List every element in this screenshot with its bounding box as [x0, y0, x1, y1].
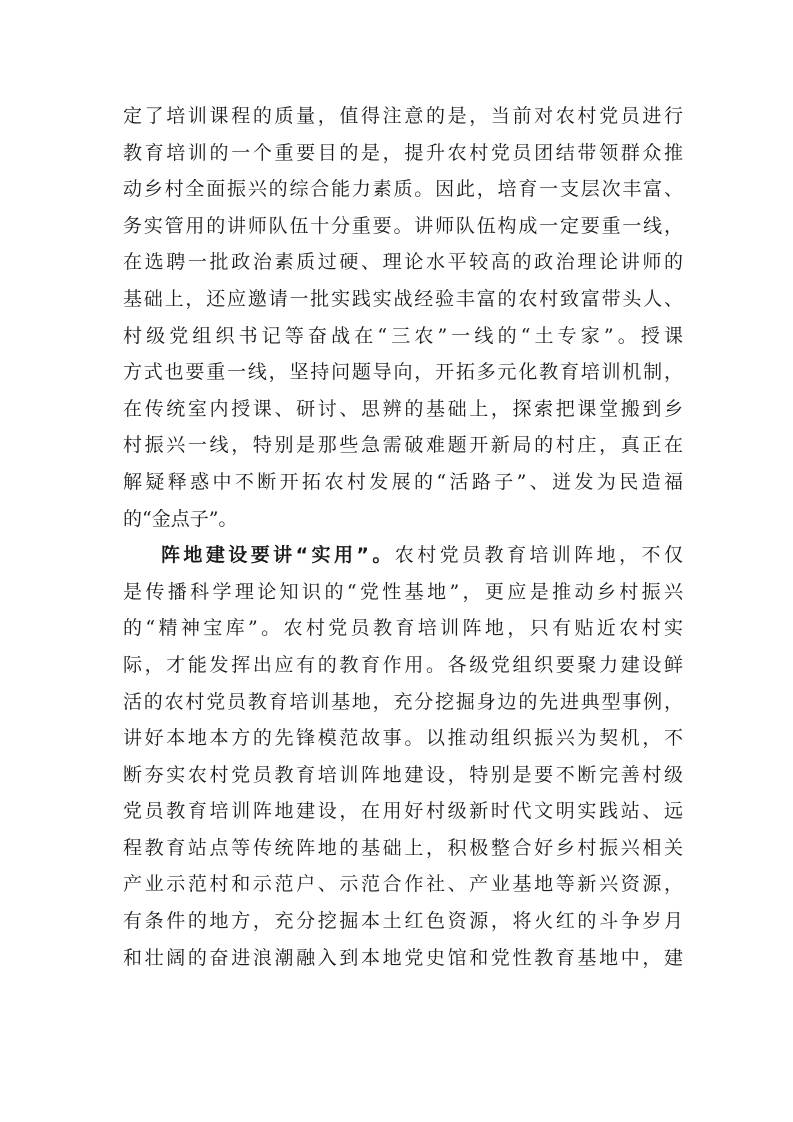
text-line: 际，才能发挥出应有的教育作用。各级党组织要聚力建设鲜: [123, 653, 683, 676]
text-line: 活的农村党员教育培训基地，充分挖掘身边的先进典型事例，: [123, 690, 683, 713]
text-line: 党员教育培训阵地建设，在用好村级新时代文明实践站、远: [123, 800, 683, 823]
paragraph-1: [123, 98, 683, 537]
text-run: 农村党员教育培训阵地，不仅: [394, 544, 683, 567]
text-line: 基础上，还应邀请一批实践实战经验丰富的农村致富带头人、: [123, 287, 683, 310]
text-line: 在传统室内授课、研讨、思辨的基础上，探索把课堂搬到乡: [123, 397, 683, 420]
paragraph-2: [123, 537, 683, 976]
text-line: 是传播科学理论知识的“党性基地”，更应是推动乡村振兴: [123, 580, 683, 603]
text-line: 解疑释惑中不断开拓农村发展的“活路子”、迸发为民造福: [123, 470, 683, 493]
text-line: 讲好本地本方的先锋模范故事。以推动组织振兴为契机，不: [123, 727, 683, 750]
text-line: 程教育站点等传统阵地的基础上，积极整合好乡村振兴相关: [123, 836, 683, 859]
text-line: 的“精神宝库”。农村党员教育培训阵地，只有贴近农村实: [123, 617, 683, 640]
text-line: 动乡村全面振兴的综合能力素质。因此，培育一支层次丰富、: [123, 178, 683, 201]
text-line: 村振兴一线，特别是那些急需破难题开新局的村庄，真正在: [123, 434, 683, 457]
text-line: 方式也要重一线，坚持问题导向，开拓多元化教育培训机制，: [123, 361, 683, 384]
text-line: 村级党组织书记等奋战在“三农”一线的“土专家”。授课: [123, 324, 683, 347]
text-line: [123, 537, 683, 574]
text-line: 和壮阔的奋进浪潮融入到本地党史馆和党性教育基地中，建: [123, 946, 683, 969]
text-line: 教育培训的一个重要目的是，提升农村党员团结带领群众推: [123, 141, 683, 164]
text-line: 产业示范村和示范户、示范合作社、产业基地等新兴资源，: [123, 873, 683, 896]
text-line: 的“金点子”。: [123, 507, 238, 530]
body-text: [123, 98, 683, 976]
section-heading: 阵地建设要讲“实用”。: [161, 544, 395, 567]
text-line: 断夯实农村党员教育培训阵地建设，特别是要不断完善村级: [123, 763, 683, 786]
text-line: 在选聘一批政治素质过硬、理论水平较高的政治理论讲师的: [123, 251, 683, 274]
text-line: 定了培训课程的质量，值得注意的是，当前对农村党员进行: [123, 105, 683, 127]
text-line: 务实管用的讲师队伍十分重要。讲师队伍构成一定要重一线，: [123, 214, 683, 237]
text-line: 有条件的地方，充分挖掘本土红色资源，将火红的斗争岁月: [123, 910, 683, 933]
